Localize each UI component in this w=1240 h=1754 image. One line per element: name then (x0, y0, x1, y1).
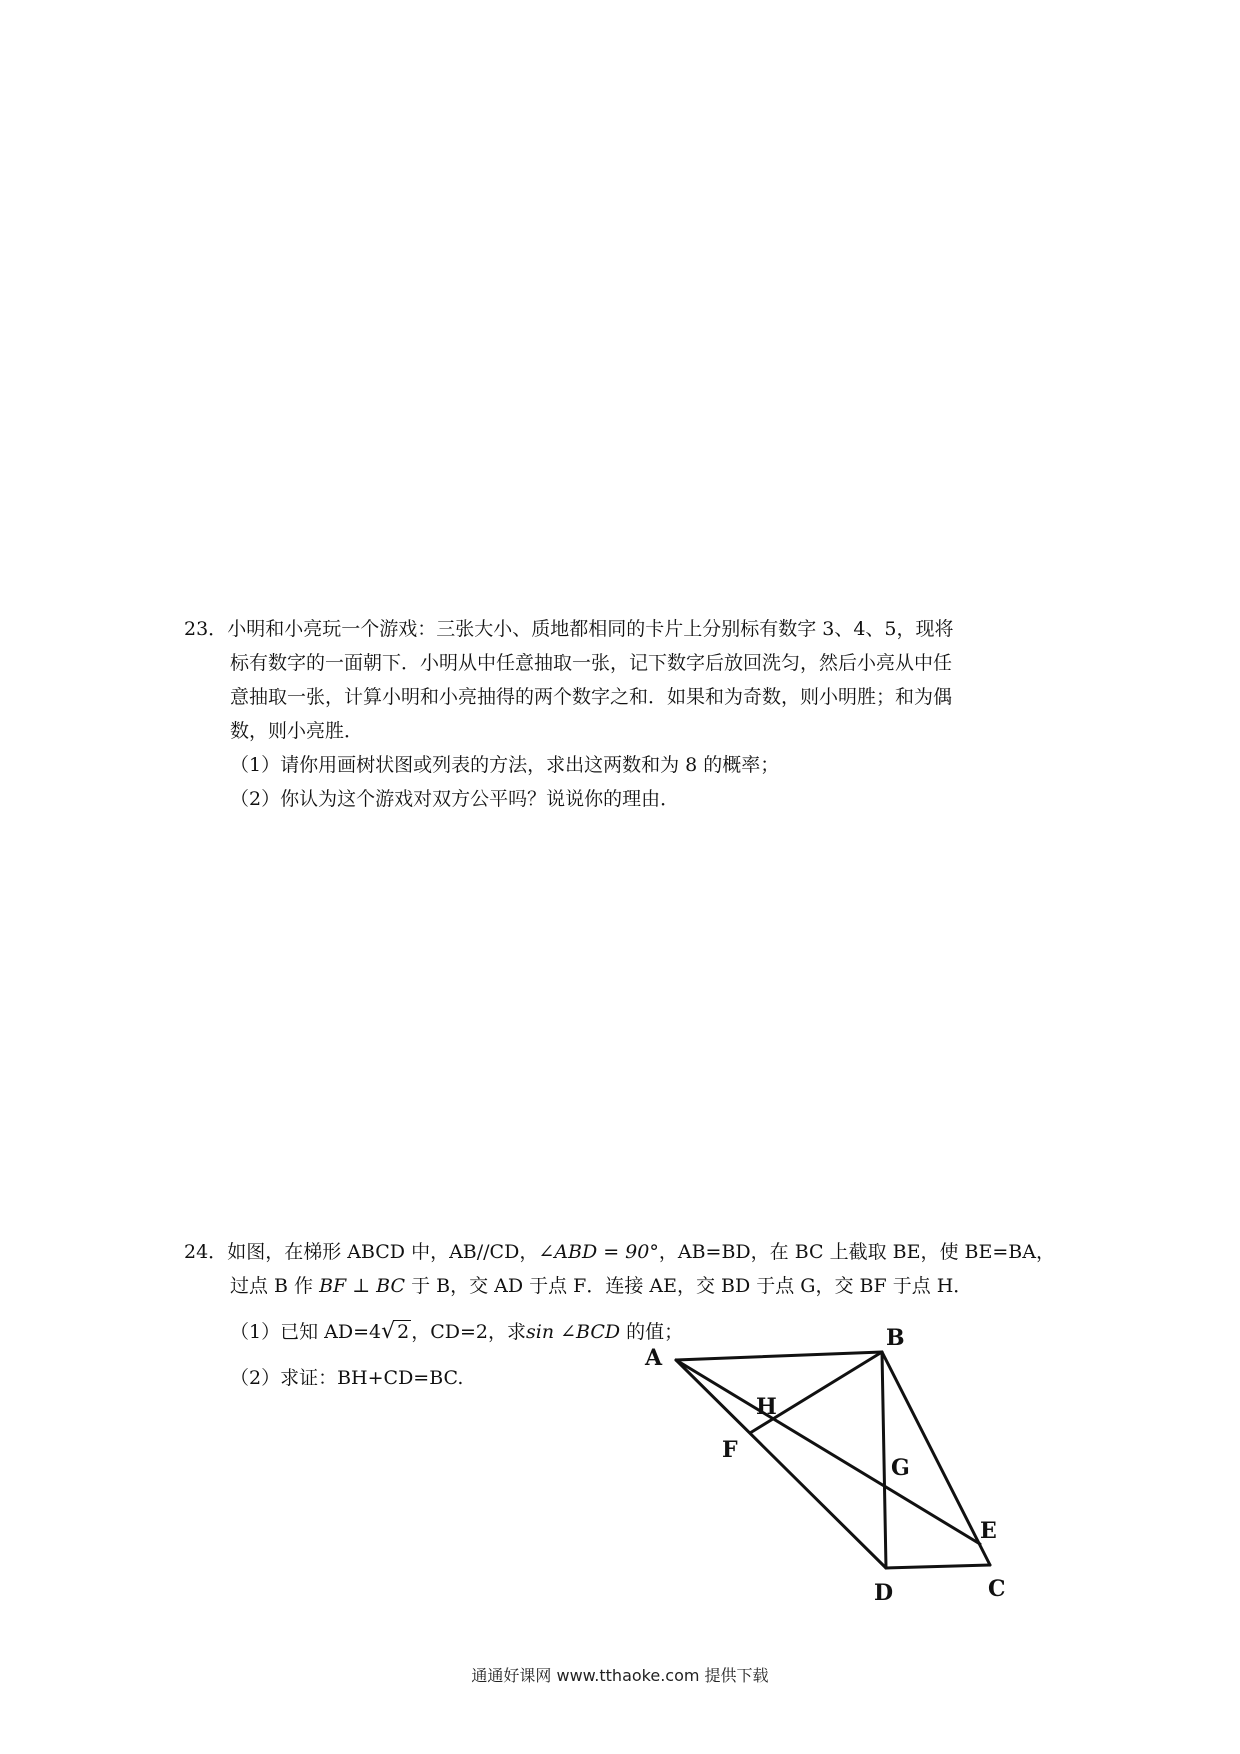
q23-line-2: 标有数字的一面朝下．小明从中任意抽取一张，记下数字后放回洗匀，然后小亮从中任 (230, 652, 953, 674)
segment-bd (882, 1352, 886, 1568)
sin-bcd: sin ∠BCD (526, 1321, 621, 1343)
label-f: F (722, 1437, 738, 1463)
sqrt-radicand: 2 (397, 1321, 410, 1343)
label-d: D (874, 1580, 894, 1606)
label-a: A (645, 1345, 663, 1371)
label-b: B (886, 1325, 905, 1351)
ad-coefficient: 4 (369, 1321, 382, 1343)
segment-bf (750, 1352, 882, 1433)
q23-part-2: （2）你认为这个游戏对双方公平吗？说说你的理由． (230, 788, 680, 810)
q24-line-1 (184, 1235, 1064, 1269)
q24-part1-c: 的值； (620, 1321, 684, 1343)
sqrt-symbol: √ 2 (381, 1319, 410, 1344)
q24-part1-b: ，CD=2，求 (411, 1321, 527, 1343)
question-23 (184, 612, 1064, 816)
label-c: C (988, 1576, 1006, 1602)
q23-line-4: 数，则小亮胜． (230, 720, 364, 742)
angle-abd: ∠ABD = 90° (538, 1241, 659, 1263)
q24-number: 24． (184, 1241, 228, 1263)
q24-text-2a: 过点 B 作 (230, 1275, 320, 1297)
page-footer: 通通好课网 www.tthaoke.com 提供下载 (471, 1666, 769, 1685)
q24-line-2 (184, 1269, 1064, 1303)
label-e: E (980, 1518, 997, 1544)
q23-part-1: （1）请你用画树状图或列表的方法，求出这两数和为 8 的概率； (230, 754, 780, 776)
q23-number: 23． (184, 618, 228, 640)
trapezoid-figure (640, 1320, 1020, 1610)
segment-ab (676, 1352, 882, 1360)
segment-dc (886, 1565, 990, 1568)
q24-text-1a: 如图，在梯形 ABCD 中，AB//CD， (227, 1241, 539, 1263)
q23-line-3: 意抽取一张，计算小明和小亮抽得的两个数字之和．如果和为奇数，则小明胜；和为偶 (230, 686, 953, 708)
q24-part-2: （2）求证：BH+CD=BC. (230, 1367, 464, 1389)
q23-text-1: 小明和小亮玩一个游戏：三张大小、质地都相同的卡片上分别标有数字 3、4、5，现将 (227, 618, 954, 640)
segment-ad (676, 1360, 886, 1568)
q24-part1-a: （1）已知 AD= (230, 1321, 370, 1343)
label-h: H (756, 1394, 777, 1420)
q24-text-2b: 于 B，交 AD 于点 F．连接 AE，交 BD 于点 G，交 BF 于点 H． (405, 1275, 973, 1297)
q23-line-1 (184, 612, 1064, 646)
label-g: G (891, 1455, 910, 1481)
perp-relation: BF ⊥ BC (319, 1275, 406, 1297)
q24-text-1b: ，AB=BD，在 BC 上截取 BE，使 BE=BA， (658, 1241, 1055, 1263)
